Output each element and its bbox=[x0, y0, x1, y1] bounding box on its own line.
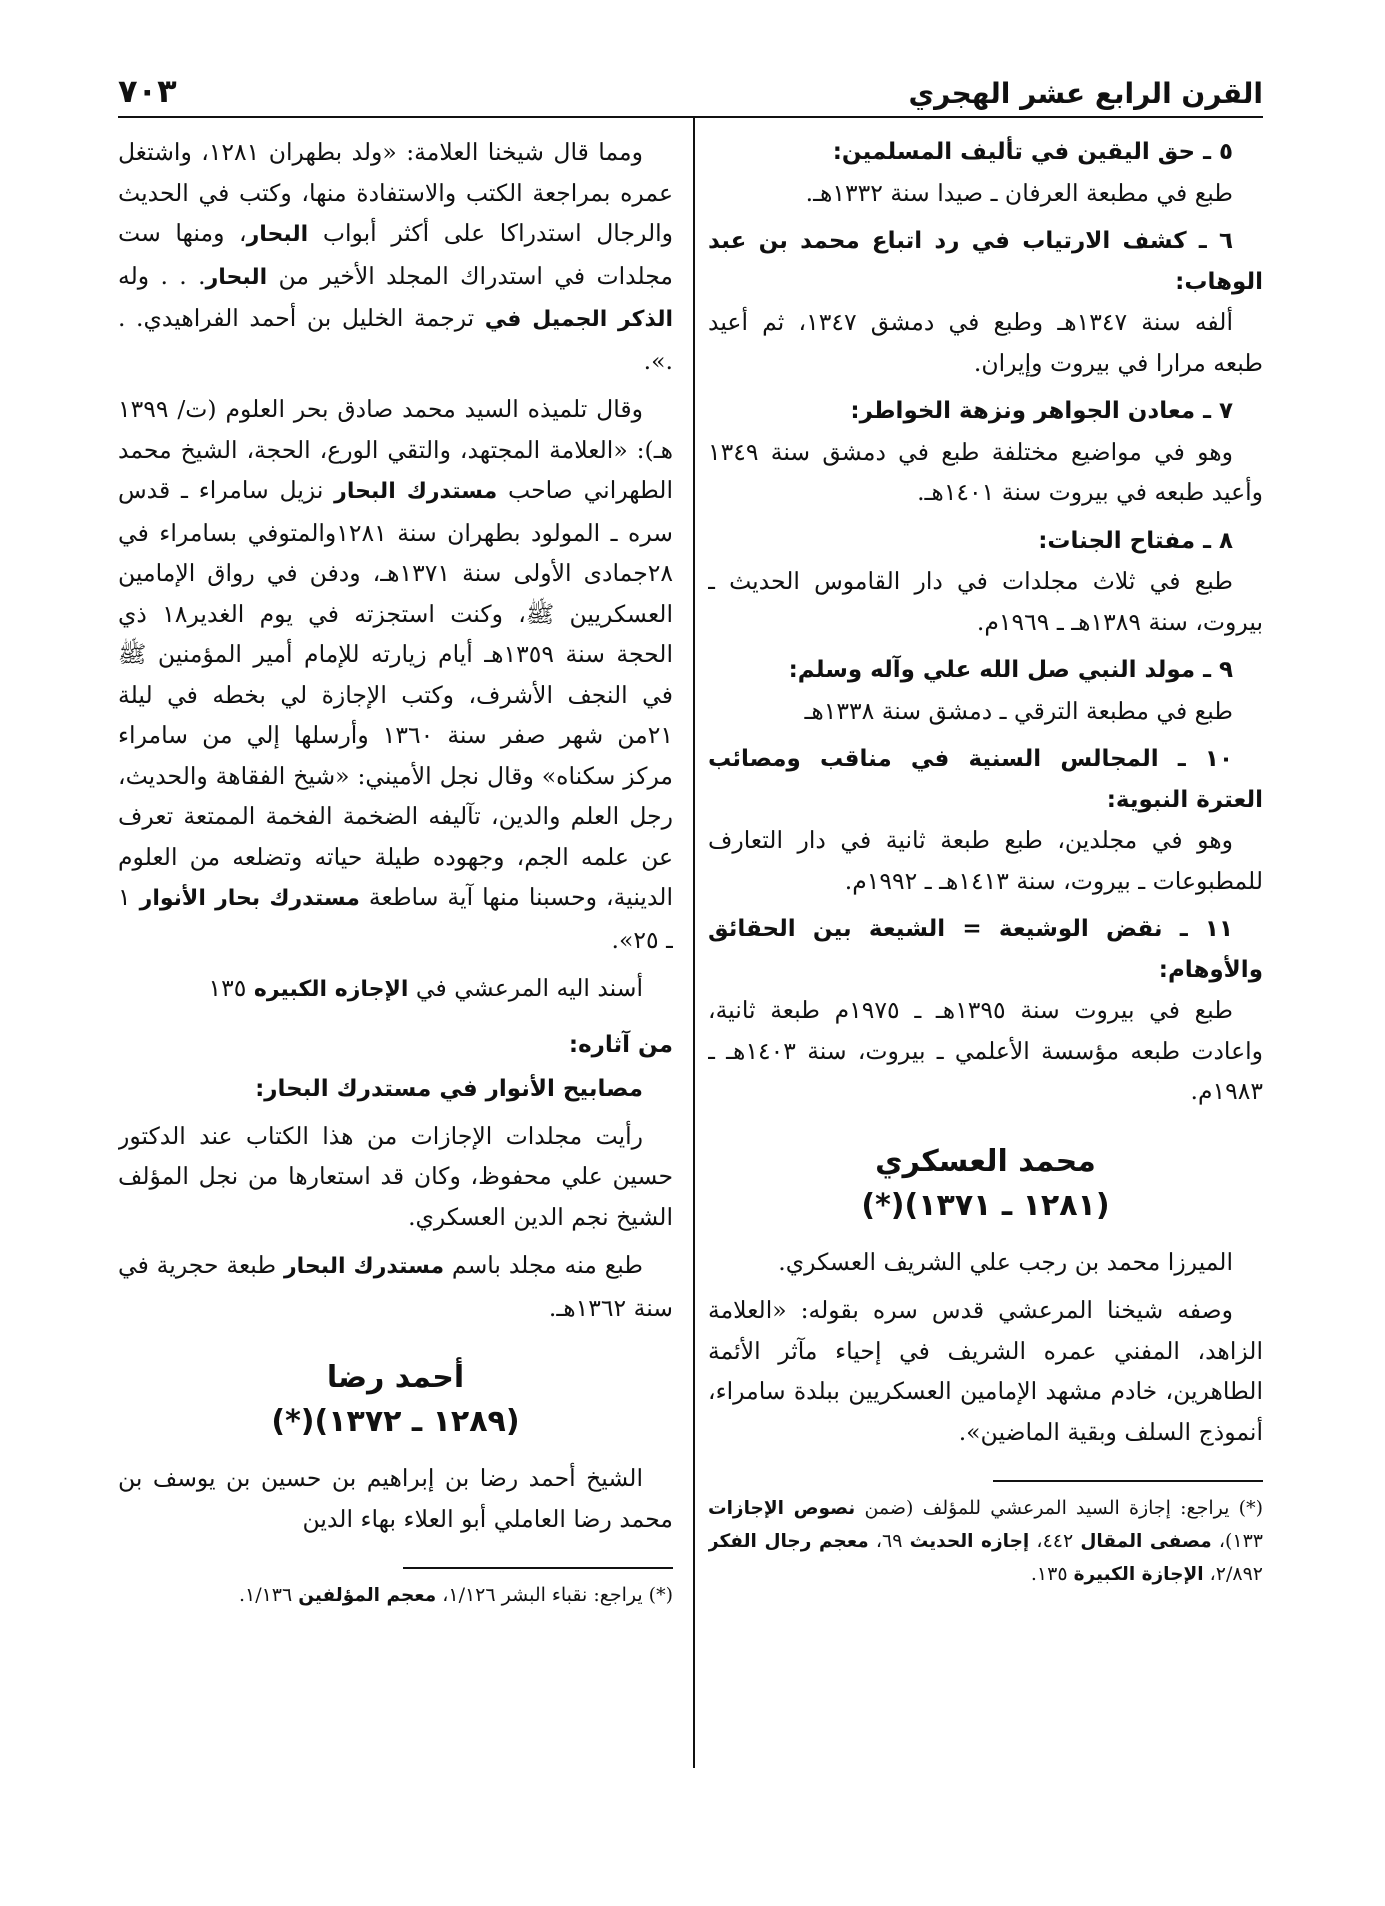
paragraph: أسند اليه المرعشي في الإجازه الكبيره ١٣٥ bbox=[208, 974, 643, 1002]
bio-paragraph: وصفه شيخنا المرعشي قدس سره بقوله: «العلامة الزاهد، المفني عمره الشريف في إحياء مآثر الأئمة الطاهرين، خادم مشهد الإمامين العسكريين ببلدة سامراء، أنموذج السلف وبقية الماضين». bbox=[708, 1296, 1263, 1446]
bio-name: محمد العسكري bbox=[875, 1143, 1096, 1179]
running-title: القرن الرابع عشر الهجري bbox=[908, 77, 1263, 110]
bio-dates: (١٢٨٩ ـ ١٣٧٢)(*) bbox=[271, 1404, 520, 1439]
item-11-title: ١١ ـ نقض الوشيعة = الشيعة بين الحقائق والأوهام: bbox=[708, 916, 1263, 983]
item-6-title: ٦ ـ كشف الارتياب في رد اتباع محمد بن عبد الوهاب: bbox=[708, 228, 1263, 295]
paragraph: ومما قال شيخنا العلامة: «ولد بطهران ١٢٨١، واشتغل عمره بمراجعة الكتب والاستفادة منها، وكتب في الحديث والرجال استدراكا على أكثر أبواب البحار، ومنها ست مجلدات في استدراك المجلد الأخير من البحار. . . وله الذكر الجميل في ترجمة الخليل بن أحمد الفراهيدي. . .». bbox=[118, 138, 673, 375]
item-5-text: طبع في مطبعة العرفان ـ صيدا سنة ١٣٣٢هـ. bbox=[805, 178, 1233, 207]
item-8-text: طبع في ثلاث مجلدات في دار القاموس الحديث ـ بيروت، سنة ١٣٨٩هـ ـ ١٩٦٩م. bbox=[708, 567, 1263, 636]
works-heading: من آثاره: bbox=[568, 1031, 673, 1058]
paragraph: طبع منه مجلد باسم مستدرك البحار طبعة حجرية في سنة ١٣٦٢هـ. bbox=[118, 1251, 673, 1322]
bio-paragraph: الميرزا محمد بن رجب علي الشريف العسكري. bbox=[778, 1247, 1233, 1276]
item-6-text: ألفه سنة ١٣٤٧هـ وطبع في دمشق ١٣٤٧، ثم أعيد طبعه مرارا في بيروت وإيران. bbox=[708, 308, 1263, 377]
footnote: (*) يراجع: إجازة السيد المرعشي للمؤلف (ضمن نصوص الإجازات ١٣٣)، مصفى المقال ٤٤٢، إجازه الحديث ٦٩، معجم رجال الفكر ٢/٨٩٢، الإجازة الكبيرة ١٣٥. bbox=[708, 1497, 1263, 1585]
page-header bbox=[118, 66, 1263, 118]
footnote: (*) يراجع: نقباء البشر ١/١٢٦، معجم المؤلفين ١/١٣٦. bbox=[238, 1584, 673, 1606]
bio-heading-ahmad-rida bbox=[118, 1356, 673, 1444]
item-9-text: طبع في مطبعة الترقي ـ دمشق سنة ١٣٣٨هـ bbox=[804, 696, 1233, 725]
paragraph: وقال تلميذه السيد محمد صادق بحر العلوم (ت/ ١٣٩٩ هـ): «العلامة المجتهد، والتقي الورع، الحجة، الشيخ محمد الطهراني صاحب مستدرك البحار نزيل سامراء ـ قدس سره ـ المولود بطهران سنة ١٢٨١والمتوفي بسامراء في ٢٨جمادى الأولى سنة ١٣٧١هـ، ودفن في رواق الإمامين العسكريين ﷺ، وكنت استجزته في يوم الغدير١٨ ذي الحجة سنة ١٣٥٩هـ أيام زيارته للإمام أمير المؤمنين ﷺ في النجف الأشرف، وكتب الإجازة لي بخطه في ليلة ٢١من شهر صفر سنة ١٣٦٠ وأرسلها إلي من سامراء مركز سكناه» وقال نجل الأميني: «شيخ الفقاهة والحديث، رجل العلم والدين، تآليفه الضخمة الفخمة الممتعة تعرف عن علمه الجم، وجهوده طيلة حياته وتضلعه من العلوم الدينية، وحسبنا منها آية ساطعة مستدرك بحار الأنوار ١ ـ ٢٥». bbox=[118, 395, 673, 954]
work-title: مصابيح الأنوار في مستدرك البحار: bbox=[255, 1076, 643, 1102]
right-column bbox=[708, 132, 1263, 1852]
footnote-separator bbox=[993, 1480, 1263, 1482]
left-column bbox=[118, 132, 673, 1852]
item-7-title: ٧ ـ معادن الجواهر ونزهة الخواطر: bbox=[850, 398, 1233, 424]
item-5-title: ٥ ـ حق اليقين في تأليف المسلمين: bbox=[832, 139, 1233, 165]
bio-name: أحمد رضا bbox=[326, 1360, 465, 1395]
column-divider bbox=[693, 118, 695, 1768]
item-9-title: ٩ ـ مولد النبي صل الله علي وآله وسلم: bbox=[788, 657, 1233, 683]
bio-heading-askari bbox=[708, 1140, 1263, 1228]
page-number: ٧٠٣ bbox=[118, 72, 177, 110]
item-11-text: طبع في بيروت سنة ١٣٩٥هـ ـ ١٩٧٥م طبعة ثانية، واعادت طبعه مؤسسة الأعلمي ـ بيروت، سنة ١٤٠٣هـ ـ ١٩٨٣م. bbox=[708, 996, 1263, 1105]
item-10-text: وهو في مجلدين، طبع طبعة ثانية في دار التعارف للمطبوعات ـ بيروت، سنة ١٤١٣هـ ـ ١٩٩٢م. bbox=[708, 826, 1263, 895]
bio-paragraph: الشيخ أحمد رضا بن إبراهيم بن حسين بن يوسف بن محمد رضا العاملي أبو العلاء بهاء الدين bbox=[118, 1464, 673, 1533]
item-8-title: ٨ ـ مفتاح الجنات: bbox=[1038, 527, 1233, 554]
item-10-title: ١٠ ـ المجالس السنية في مناقب ومصائب العترة النبوية: bbox=[708, 746, 1263, 813]
paragraph: رأيت مجلدات الإجازات من هذا الكتاب عند الدكتور حسين علي محفوظ، وكان قد استعارها من نجل المؤلف الشيخ نجم الدين العسكري. bbox=[118, 1121, 673, 1231]
item-7-text: وهو في مواضيع مختلفة طبع في دمشق سنة ١٣٤٩ وأعيد طبعه في بيروت سنة ١٤٠١هـ. bbox=[708, 437, 1263, 506]
footnote-separator bbox=[403, 1567, 673, 1569]
bio-dates: (١٢٨١ ـ ١٣٧١)(*) bbox=[861, 1187, 1110, 1223]
